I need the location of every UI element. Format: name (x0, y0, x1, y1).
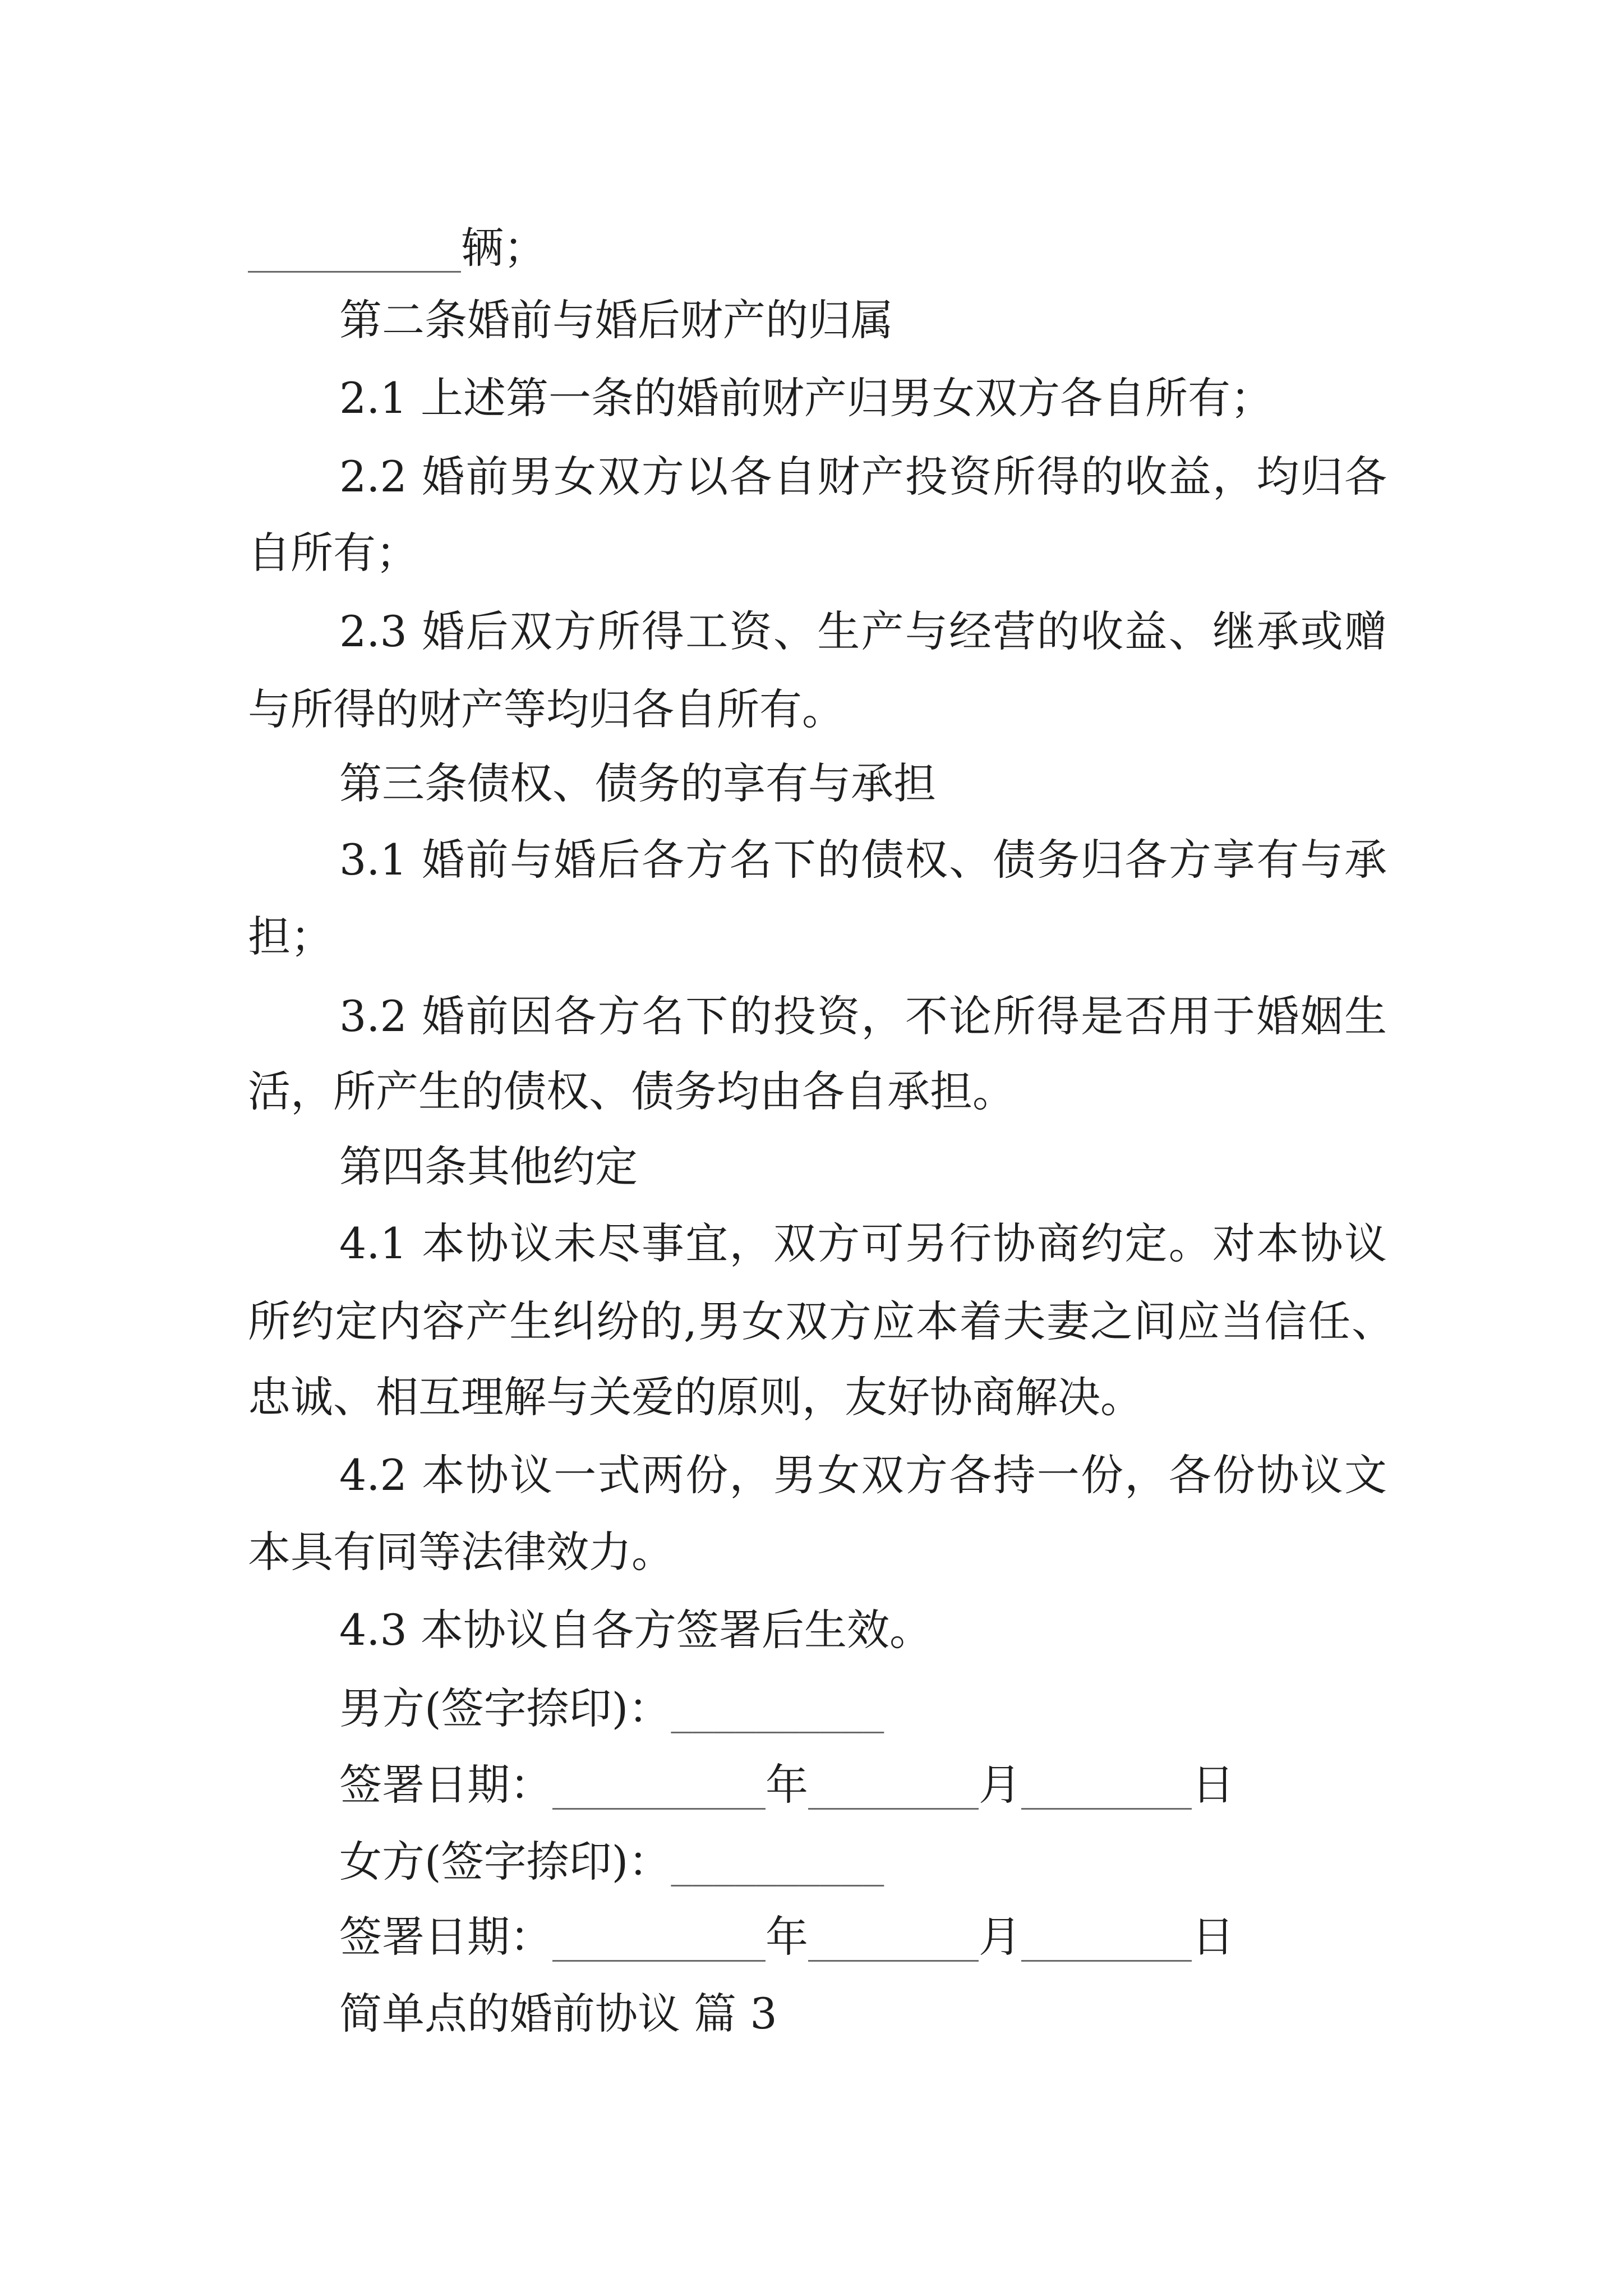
month-unit: 月 (979, 1912, 1021, 1962)
clause-4-1-line-2: 所约定内容产生纠纷的,男女双方应本着夫妻之间应当信任、 (248, 1296, 1394, 1346)
article-3-heading: 第三条债权、债务的享有与承担 (339, 758, 936, 808)
clause-4-1-line-1: 4.1 本协议未尽事宜，双方可另行协商约定。对本协议 (339, 1218, 1387, 1268)
clause-3-1-line-2: 担； (248, 912, 333, 961)
male-signature-line (339, 1681, 884, 1737)
next-section-title: 简单点的婚前协议 篇 3 (339, 1989, 777, 2039)
date-label: 签署日期： (339, 1760, 552, 1810)
clause-3-1-line-1: 3.1 婚前与婚后各方名下的债权、债务归各方享有与承 (339, 835, 1387, 885)
year-unit: 年 (766, 1760, 808, 1810)
male-signature-blank: __________ (671, 1683, 884, 1733)
female-sign-date-line (339, 1909, 1234, 1965)
month-blank: ________ (808, 1912, 979, 1962)
article-2-heading: 第二条婚前与婚后财产的归属 (339, 295, 893, 345)
clause-4-2-line-2: 本具有同等法律效力。 (248, 1527, 674, 1577)
day-unit: 日 (1192, 1912, 1234, 1962)
day-blank: ________ (1021, 1912, 1192, 1962)
day-blank: ________ (1021, 1760, 1192, 1810)
clause-2-2-line-2: 自所有； (248, 528, 418, 578)
clause-2-1: 2.1 上述第一条的婚前财产归男女双方各自所有； (339, 373, 1274, 423)
month-blank: ________ (808, 1760, 979, 1810)
article-4-heading: 第四条其他约定 (339, 1142, 638, 1191)
male-signature-label: 男方(签字捺印)： (339, 1683, 671, 1733)
vehicle-unit-text: 辆； (461, 223, 546, 273)
day-unit: 日 (1192, 1760, 1234, 1810)
female-signature-line (339, 1834, 884, 1890)
carryover-vehicle-line (248, 220, 546, 276)
clause-2-3-line-1: 2.3 婚后双方所得工资、生产与经营的收益、继承或赠 (339, 606, 1387, 656)
female-signature-blank: __________ (671, 1837, 884, 1887)
date-label: 签署日期： (339, 1912, 552, 1962)
clause-2-3-line-2: 与所得的财产等均归各自所有。 (248, 684, 845, 734)
clause-4-2-line-1: 4.2 本协议一式两份，男女双方各持一份，各份协议文 (339, 1450, 1387, 1500)
clause-4-1-line-3: 忠诚、相互理解与关爱的原则，友好协商解决。 (248, 1372, 1143, 1422)
clause-3-2-line-2: 活，所产生的债权、债务均由各自承担。 (248, 1066, 1015, 1116)
year-blank: __________ (552, 1912, 766, 1962)
male-sign-date-line (339, 1757, 1234, 1813)
clause-3-2-line-1: 3.2 婚前因各方名下的投资，不论所得是否用于婚姻生 (339, 991, 1387, 1041)
clause-2-2-line-1: 2.2 婚前男女双方以各自财产投资所得的收益，均归各 (339, 452, 1387, 501)
female-signature-label: 女方(签字捺印)： (339, 1837, 671, 1887)
vehicle-count-blank: __________ (248, 223, 461, 273)
year-unit: 年 (766, 1912, 808, 1962)
clause-4-3: 4.3 本协议自各方签署后生效。 (339, 1605, 933, 1655)
year-blank: __________ (552, 1760, 766, 1810)
month-unit: 月 (979, 1760, 1021, 1810)
